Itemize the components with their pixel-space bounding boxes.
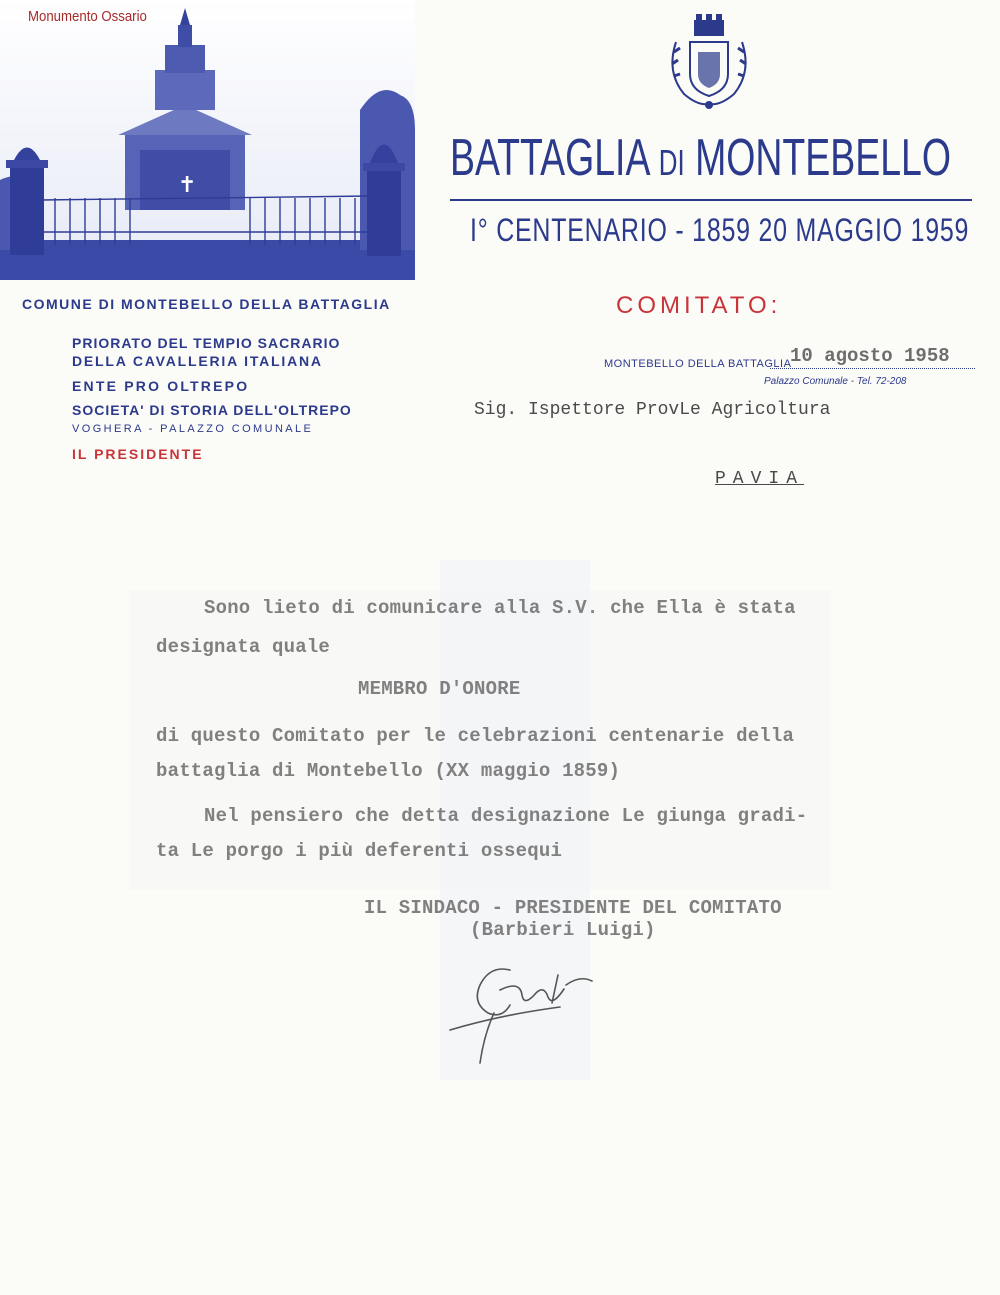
recipient: Sig. Ispettore ProvLe Agricoltura	[474, 400, 831, 420]
comune-name: COMUNE DI MONTEBELLO DELLA BATTAGLIA	[22, 296, 391, 312]
org-line-1: PRIORATO DEL TEMPIO SACRARIO	[72, 335, 341, 351]
comitato-heading: COMITATO:	[616, 292, 782, 319]
signatory-title: IL SINDACO - PRESIDENTE DEL COMITATO	[364, 897, 782, 919]
coat-of-arms-icon	[662, 12, 756, 112]
title-battaglia: BATTAGLIA	[450, 129, 659, 187]
recipient-city: PAVIA	[715, 469, 805, 489]
body-line: Sono lieto di comunicare alla S.V. che Ella è stata	[204, 597, 796, 619]
body-line: designata quale	[156, 636, 331, 658]
org-line-3: ENTE PRO OLTREPO	[72, 378, 250, 394]
photo-caption: Monumento Ossario	[28, 8, 147, 25]
svg-text:✝: ✝	[178, 173, 197, 198]
address-line: Palazzo Comunale - Tel. 72-208	[764, 376, 907, 387]
signatory-name: (Barbieri Luigi)	[470, 919, 656, 941]
place-label: MONTEBELLO DELLA BATTAGLIA	[604, 358, 792, 370]
letter-date: 10 agosto 1958	[790, 345, 950, 367]
body-line: MEMBRO D'ONORE	[358, 678, 521, 700]
body-line: Nel pensiero che detta designazione Le giunga gradi-	[204, 805, 808, 827]
president-label: IL PRESIDENTE	[72, 446, 204, 462]
handwritten-signature	[440, 945, 610, 1065]
date-dotted-line	[770, 368, 975, 369]
body-line: battaglia di Montebello (XX maggio 1859)	[156, 760, 621, 782]
org-line-2: DELLA CAVALLERIA ITALIANA	[72, 353, 323, 369]
letterhead-title	[450, 128, 951, 188]
org-line-4: SOCIETA' DI STORIA DELL'OLTREPO	[72, 402, 352, 418]
org-line-5: VOGHERA - PALAZZO COMUNALE	[72, 423, 314, 435]
title-di: DI	[658, 142, 685, 183]
letterhead-subtitle: I° CENTENARIO - 1859 20 MAGGIO 1959	[470, 212, 970, 248]
body-line: ta Le porgo i più deferenti ossequi	[156, 840, 563, 862]
title-divider	[450, 199, 972, 201]
monument-photo	[0, 0, 415, 280]
title-montebello: MONTEBELLO	[684, 129, 951, 187]
body-line: di questo Comitato per le celebrazioni centenarie della	[156, 725, 795, 747]
